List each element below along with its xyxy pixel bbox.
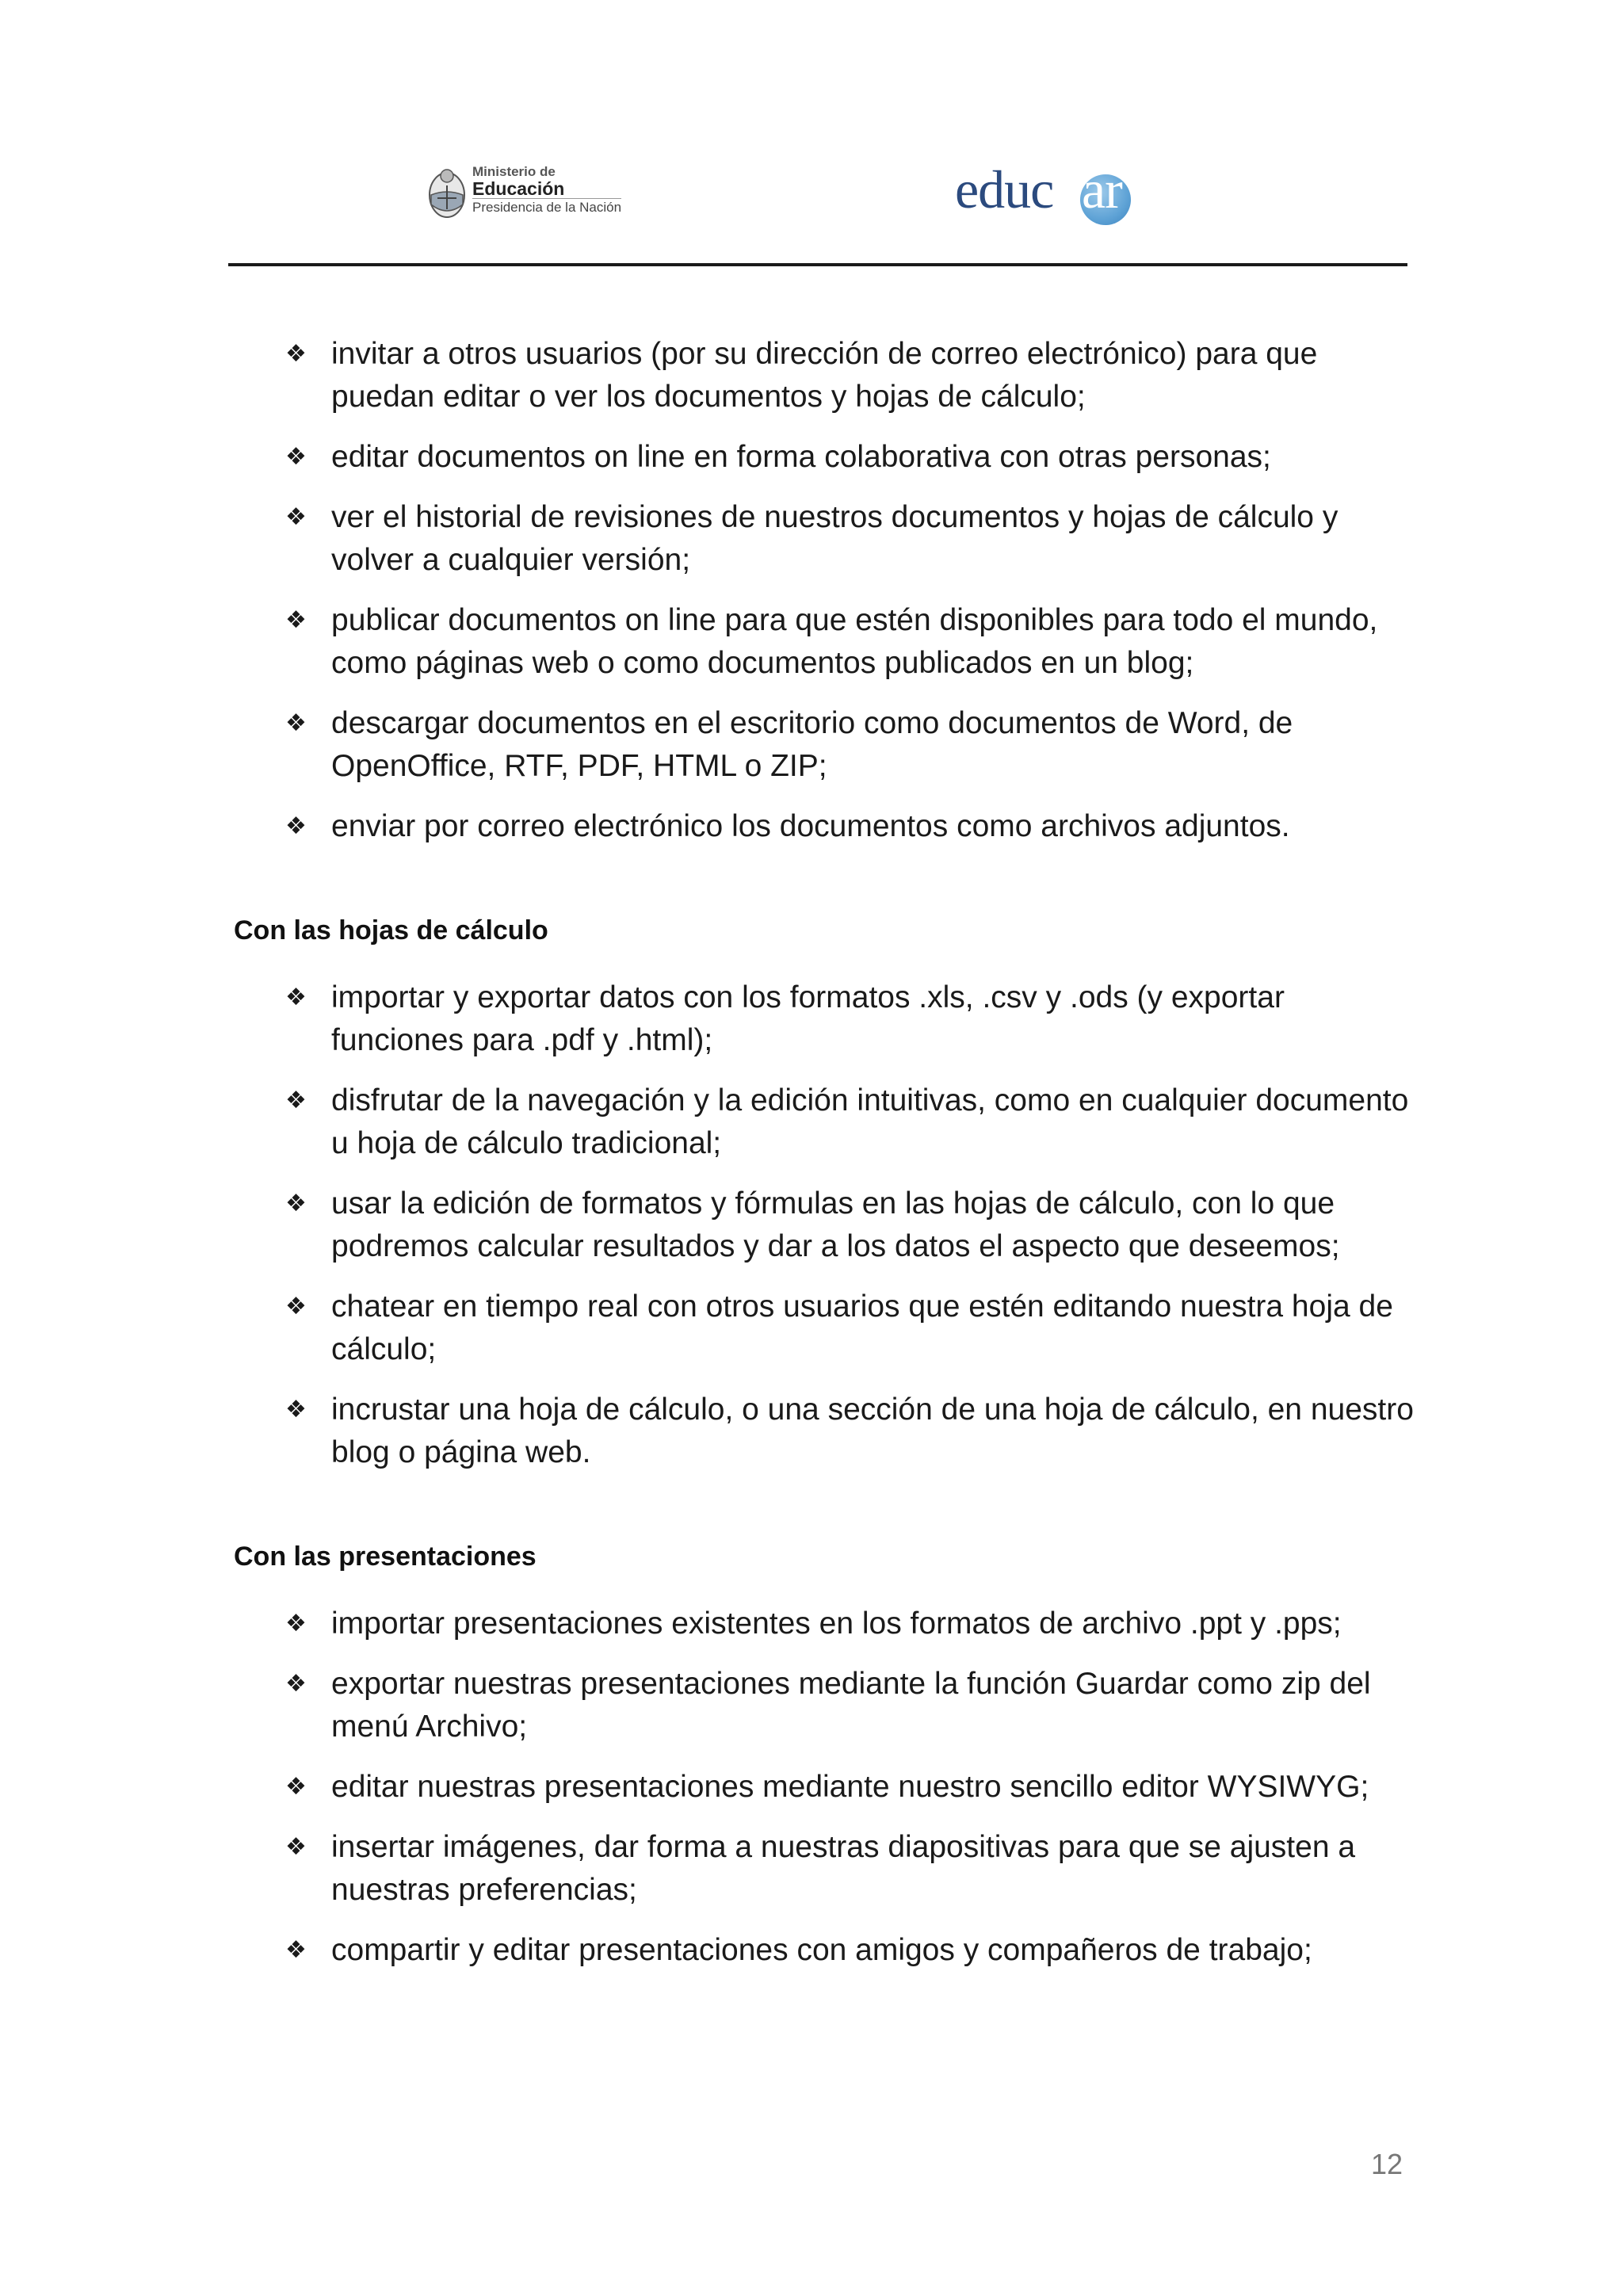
list-item xyxy=(285,976,1425,1062)
section-heading-spreadsheets: Con las hojas de cálculo xyxy=(234,915,548,946)
presentations-bullet-list xyxy=(234,1603,1423,1972)
ministry-logo xyxy=(426,162,664,222)
diamond-bullet-icon: ❖ xyxy=(285,813,307,839)
diamond-bullet-icon: ❖ xyxy=(285,1937,307,1963)
ministry-line-3: Presidencia de la Nación xyxy=(472,199,622,215)
list-item xyxy=(285,496,1425,582)
diamond-bullet-icon: ❖ xyxy=(285,504,307,530)
page-number: 12 xyxy=(1371,2148,1403,2180)
list-item xyxy=(285,1663,1425,1748)
list-item-text: insertar imágenes, dar forma a nuestras diapositivas para que se ajusten a nuestras preferencias; xyxy=(331,1830,1356,1907)
list-item-text: importar y exportar datos con los formatos .xls, .csv y .ods (y exportar funciones para .pdf y .html); xyxy=(331,980,1285,1057)
diamond-bullet-icon: ❖ xyxy=(285,1834,307,1860)
list-item xyxy=(285,1182,1425,1268)
list-item-text: compartir y editar presentaciones con amigos y compañeros de trabajo; xyxy=(331,1933,1312,1967)
educar-logo-circle-text: ar xyxy=(1082,159,1122,220)
list-item xyxy=(285,599,1425,685)
educar-logo-text: educ xyxy=(955,159,1054,220)
list-item xyxy=(285,1929,1425,1972)
list-item xyxy=(285,1766,1425,1809)
list-item-text: editar documentos on line en forma colaborativa con otras personas; xyxy=(331,440,1271,474)
diamond-bullet-icon: ❖ xyxy=(285,1610,307,1637)
list-item-text: usar la edición de formatos y fórmulas en las hojas de cálculo, con lo que podremos calcular resultados y dar a los datos el aspecto que deseemos; xyxy=(331,1186,1340,1263)
list-item-text: editar nuestras presentaciones mediante nuestro sencillo editor WYSIWYG; xyxy=(331,1770,1369,1804)
diamond-bullet-icon: ❖ xyxy=(285,1190,307,1217)
diamond-bullet-icon: ❖ xyxy=(285,607,307,633)
diamond-bullet-icon: ❖ xyxy=(285,1293,307,1320)
spreadsheets-bullet-list xyxy=(234,976,1423,1474)
diamond-bullet-icon: ❖ xyxy=(285,341,307,367)
diamond-bullet-icon: ❖ xyxy=(285,1774,307,1800)
list-item-text: invitar a otros usuarios (por su dirección de correo electrónico) para que puedan editar o ver los documentos y hojas de cálculo; xyxy=(331,337,1318,414)
list-item xyxy=(285,333,1425,418)
list-item xyxy=(285,1389,1425,1474)
list-item-text: exportar nuestras presentaciones mediante la función Guardar como zip del menú Archivo; xyxy=(331,1667,1371,1744)
list-item-text: disfrutar de la navegación y la edición intuitivas, como en cualquier documento u hoja de cálculo tradicional; xyxy=(331,1083,1409,1160)
diamond-bullet-icon: ❖ xyxy=(285,984,307,1010)
list-item-text: importar presentaciones existentes en los formatos de archivo .ppt y .pps; xyxy=(331,1606,1342,1641)
diamond-bullet-icon: ❖ xyxy=(285,710,307,736)
list-item-text: publicar documentos on line para que estén disponibles para todo el mundo, como páginas web o como documentos publicados en un blog; xyxy=(331,603,1378,680)
ministry-text xyxy=(472,165,621,216)
list-item-text: descargar documentos en el escritorio como documentos de Word, de OpenOffice, RTF, PDF, HTML o ZIP; xyxy=(331,706,1293,783)
diamond-bullet-icon: ❖ xyxy=(285,1396,307,1423)
diamond-bullet-icon: ❖ xyxy=(285,1671,307,1697)
list-item xyxy=(285,805,1425,848)
list-item-text: chatear en tiempo real con otros usuarios que estén editando nuestra hoja de cálculo; xyxy=(331,1289,1393,1366)
list-item-text: ver el historial de revisiones de nuestros documentos y hojas de cálculo y volver a cualquier versión; xyxy=(331,500,1338,577)
page-header xyxy=(230,151,1419,238)
intro-bullet-list xyxy=(234,333,1423,848)
educar-logo xyxy=(955,159,1129,230)
document-body xyxy=(234,333,1423,1989)
list-item xyxy=(285,1826,1425,1912)
header-divider xyxy=(228,263,1407,266)
diamond-bullet-icon: ❖ xyxy=(285,1087,307,1114)
list-item xyxy=(285,1603,1425,1645)
list-item xyxy=(285,436,1425,479)
diamond-bullet-icon: ❖ xyxy=(285,444,307,470)
section-heading-presentations: Con las presentaciones xyxy=(234,1541,537,1572)
list-item-text: enviar por correo electrónico los documentos como archivos adjuntos. xyxy=(331,809,1290,843)
argentina-coat-of-arms-icon xyxy=(426,165,468,220)
list-item-text: incrustar una hoja de cálculo, o una sección de una hoja de cálculo, en nuestro blog o página web. xyxy=(331,1392,1414,1469)
list-item xyxy=(285,1286,1425,1371)
ministry-line-2: Educación xyxy=(472,178,565,199)
list-item xyxy=(285,1079,1425,1165)
list-item xyxy=(285,702,1425,788)
ministry-line-1: Ministerio de xyxy=(472,164,556,179)
